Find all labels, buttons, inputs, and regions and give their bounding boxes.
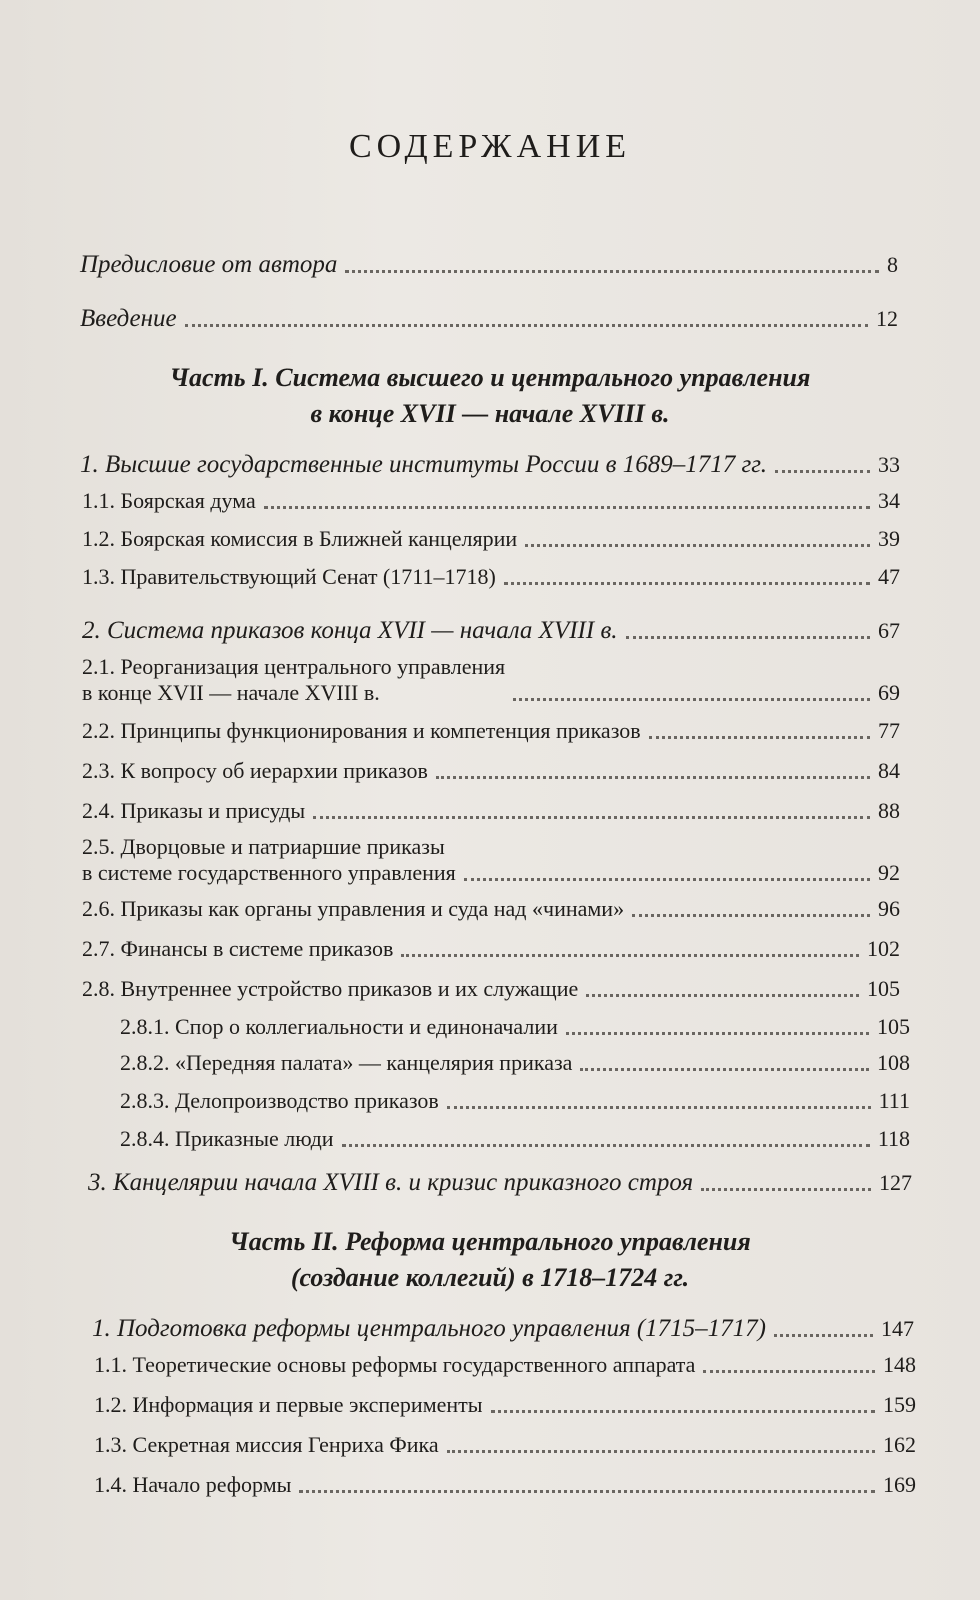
- toc-page-number: 69: [878, 680, 900, 705]
- toc-entry-label: 2.8. Внутреннее устройство приказов и их служащие: [82, 976, 579, 1001]
- toc-page-number: 47: [878, 564, 900, 589]
- toc-entry-label: 1. Высшие государственные институты России в 1689–1717 гг.: [80, 451, 767, 478]
- toc-entry-label: 1.3. Секретная миссия Генриха Фика: [94, 1432, 439, 1457]
- toc-entry-label-continued: в системе государственного управления: [82, 860, 456, 885]
- toc-entry-label: 3. Канцелярии начала XVIII в. и кризис приказного строя: [88, 1169, 694, 1196]
- leader-dots: [447, 1105, 871, 1109]
- leader-dots: [185, 323, 868, 327]
- toc-page-number: 8: [887, 252, 898, 277]
- part-heading-line: Часть I. Система высшего и центрального управления: [169, 363, 811, 392]
- toc-page-number: 12: [876, 306, 898, 331]
- toc-entry-label: 2.7. Финансы в системе приказов: [82, 936, 394, 961]
- leader-dots: [436, 775, 870, 779]
- toc-entry-label: 2.8.4. Приказные люди: [120, 1126, 334, 1151]
- leader-dots: [401, 953, 859, 957]
- toc-section[interactable]: [82, 526, 900, 552]
- toc-section[interactable]: [82, 936, 900, 962]
- toc-entry-label: 2.8.3. Делопроизводство приказов: [120, 1088, 439, 1113]
- part-heading-1: [0, 360, 980, 432]
- toc-subsection[interactable]: [120, 1050, 910, 1076]
- leader-dots: [649, 735, 870, 739]
- leader-dots: [774, 1333, 873, 1337]
- leader-dots: [513, 697, 870, 701]
- leader-dots: [299, 1489, 875, 1493]
- toc-section[interactable]: [94, 1352, 916, 1378]
- toc-page-number: 77: [878, 718, 900, 743]
- leader-dots: [464, 877, 870, 881]
- toc-section[interactable]: [82, 654, 900, 706]
- toc-entry-label: 2.1. Реорганизация центрального управления: [82, 654, 506, 679]
- leader-dots: [626, 635, 870, 639]
- leader-dots: [566, 1031, 869, 1035]
- toc-section[interactable]: [82, 896, 900, 922]
- toc-section[interactable]: [82, 976, 900, 1002]
- toc-chapter-2[interactable]: [82, 618, 900, 644]
- toc-entry-label: 2.2. Принципы функционирования и компетенция приказов: [82, 718, 641, 743]
- toc-entry-label: 2.5. Дворцовые и патриаршие приказы: [82, 834, 445, 859]
- leader-dots: [264, 505, 870, 509]
- part-heading-line: (создание коллегий) в 1718–1724 гг.: [290, 1263, 690, 1292]
- toc-entry-label: 2. Система приказов конца XVII — начала XVIII в.: [82, 617, 618, 644]
- toc-page-number: 162: [883, 1432, 916, 1457]
- toc-entry-label: 1.1. Боярская дума: [82, 488, 256, 513]
- toc-entry-label: 2.4. Приказы и присуды: [82, 798, 306, 823]
- toc-page-number: 148: [883, 1352, 916, 1377]
- toc-page-number: 108: [877, 1050, 910, 1075]
- leader-dots: [775, 469, 870, 473]
- page-title: СОДЕРЖАНИЕ: [348, 128, 632, 165]
- toc-section[interactable]: [82, 488, 900, 514]
- toc-page-number: 169: [883, 1472, 916, 1497]
- toc-entry-introduction[interactable]: [80, 306, 898, 332]
- toc-page-number: 39: [878, 526, 900, 551]
- toc-chapter-3[interactable]: [88, 1170, 912, 1196]
- leader-dots: [491, 1409, 875, 1413]
- toc-page-number: 111: [878, 1088, 910, 1113]
- toc-subsection[interactable]: [120, 1126, 910, 1152]
- toc-section[interactable]: [82, 798, 900, 824]
- leader-dots: [345, 269, 879, 273]
- leader-dots: [342, 1143, 870, 1147]
- toc-section[interactable]: [94, 1472, 916, 1498]
- toc-page-number: 127: [879, 1170, 912, 1195]
- toc-page-number: 96: [878, 896, 900, 921]
- toc-entry-label: 1.2. Боярская комиссия в Ближней канцелярии: [82, 526, 518, 551]
- toc-page-number: 147: [881, 1316, 914, 1341]
- toc-part2-chapter-1[interactable]: [92, 1316, 914, 1342]
- part-heading-line: в конце XVII — начале XVIII в.: [310, 399, 670, 428]
- toc-chapter-1[interactable]: [80, 452, 900, 478]
- toc-entry-label-continued: в конце XVII — начале XVIII в.: [82, 680, 380, 705]
- toc-page-number: 88: [878, 798, 900, 823]
- toc-entry-label: 1.4. Начало реформы: [94, 1472, 292, 1497]
- leader-dots: [586, 993, 859, 997]
- toc-entry-preface[interactable]: [80, 252, 898, 278]
- toc-entry-label: 1.2. Информация и первые эксперименты: [94, 1392, 483, 1417]
- toc-page-number: 159: [883, 1392, 916, 1417]
- toc-subsection[interactable]: [120, 1088, 910, 1114]
- toc-section[interactable]: [94, 1432, 916, 1458]
- toc-section[interactable]: [82, 834, 900, 886]
- toc-page-number: 84: [878, 758, 900, 783]
- toc-section[interactable]: [94, 1392, 916, 1418]
- toc-entry-label: 2.8.1. Спор о коллегиальности и единоначалии: [120, 1014, 558, 1039]
- toc-section[interactable]: [82, 718, 900, 744]
- toc-section[interactable]: [82, 758, 900, 784]
- toc-entry-label: 2.6. Приказы как органы управления и суда над «чинами»: [82, 896, 625, 921]
- leader-dots: [525, 543, 870, 547]
- toc-page-number: 118: [877, 1126, 910, 1151]
- leader-dots: [447, 1449, 875, 1453]
- toc-page-number: 67: [878, 618, 900, 643]
- toc-entry-label: 2.8.2. «Передняя палата» — канцелярия приказа: [120, 1050, 573, 1075]
- toc-page-number: 105: [877, 1014, 910, 1039]
- leader-dots: [580, 1067, 869, 1071]
- toc-page-number: 102: [867, 936, 900, 961]
- toc-entry-label: Предисловие от автора: [80, 251, 338, 278]
- toc-entry-label: 1. Подготовка реформы центрального управления (1715–1717): [92, 1315, 766, 1342]
- toc-entry-label: 2.3. К вопросу об иерархии приказов: [82, 758, 428, 783]
- toc-subsection[interactable]: [120, 1014, 910, 1040]
- toc-page-number: 34: [878, 488, 900, 513]
- leader-dots: [632, 913, 870, 917]
- toc-entry-label: 1.3. Правительствующий Сенат (1711–1718): [82, 564, 496, 589]
- toc-entry-label: Введение: [80, 305, 177, 332]
- leader-dots: [313, 815, 870, 819]
- leader-dots: [703, 1369, 875, 1373]
- toc-entry-label: 1.1. Теоретические основы реформы государственного аппарата: [94, 1352, 696, 1377]
- toc-section[interactable]: [82, 564, 900, 590]
- part-heading-line: Часть II. Реформа центрального управления: [229, 1227, 751, 1256]
- toc-page-number: 33: [878, 452, 900, 477]
- toc-page-number: 92: [878, 860, 900, 885]
- part-heading-2: [0, 1224, 980, 1296]
- leader-dots: [504, 581, 870, 585]
- toc-page-number: 105: [867, 976, 900, 1001]
- leader-dots: [701, 1187, 871, 1191]
